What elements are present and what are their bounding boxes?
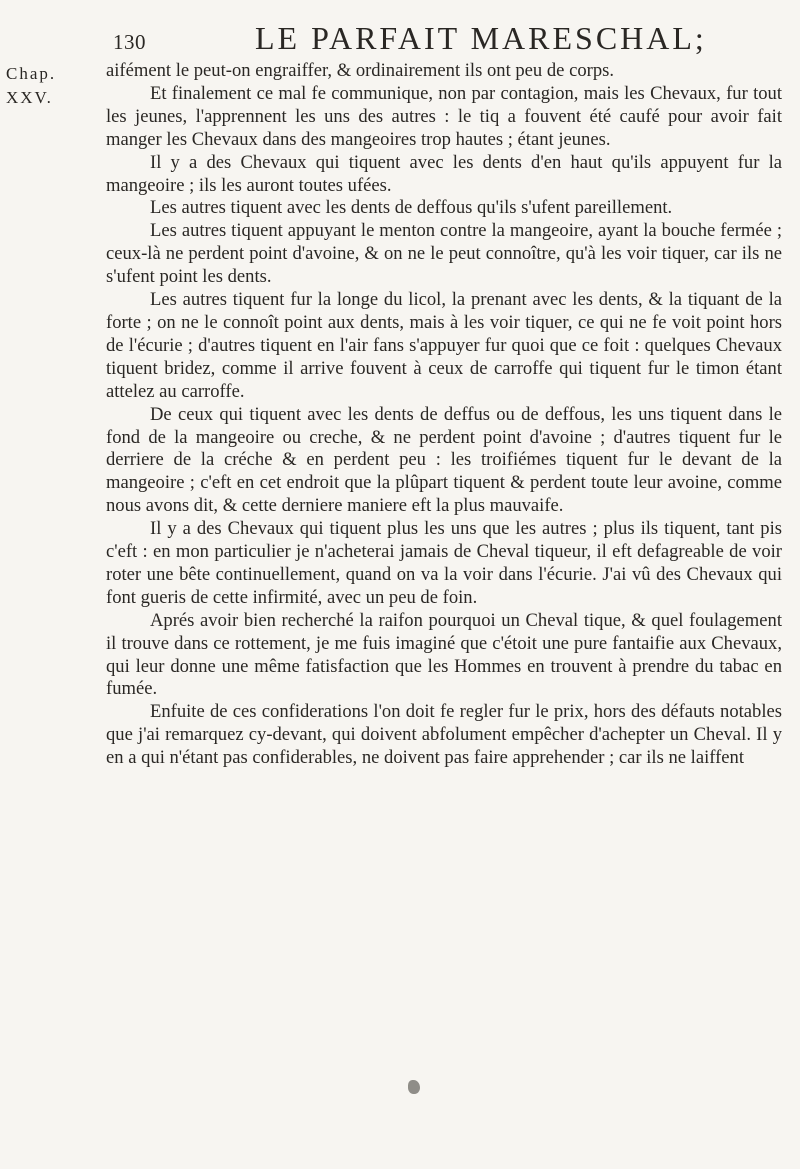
paragraph: aifément le peut-on engraiffer, & ordinairement ils ont peu de corps. [106, 60, 614, 81]
paragraph: Les autres tiquent avec les dents de deffous qu'ils s'ufent pareillement. [150, 197, 673, 219]
paragraph: Enfuite de ces confiderations l'on doit fe regler fur le prix, hors des défauts notables que j'ai remarquez cy-devant, qui doivent abfolument empêcher d'achepter un Cheval. Il y en a qui n'étant pas confiderables, ne doivent pas faire apprehender ; car ils ne laiffent [106, 701, 782, 769]
body-text [106, 60, 782, 770]
chapter-label: Chap. [6, 64, 57, 83]
running-title: LE PARFAIT MARESCHAL; [255, 20, 707, 56]
ink-blot-mark [408, 1080, 420, 1094]
paragraph: Il y a des Chevaux qui tiquent avec les dents d'en haut qu'ils appuyent fur la mangeoire ; ils les auront toutes ufées. [106, 151, 782, 196]
chapter-number: XXV. [6, 88, 53, 107]
paragraph: Les autres tiquent appuyant le menton contre la mangeoire, ayant la bouche fermée ; ceux-là ne perdent point d'avoine, & on ne le peut connoître, qu'à les voir tiquer, car ils ne s'ufent point les dents. [106, 220, 782, 288]
chapter-margin-note [6, 62, 56, 110]
paragraph: Aprés avoir bien recherché la raifon pourquoi un Cheval tique, & quel foulagement il trouve dans ce rottement, je me fuis imaginé que c'étoit une pure fantaifie aux Chevaux, qui leur donne une même fatisfaction que les Hommes en trouvent à prendre du tabac en fumée. [106, 609, 782, 700]
paragraph: Il y a des Chevaux qui tiquent plus les uns que les autres ; plus ils tiquent, tant pis c'eft : en mon particulier je n'acheterai jamais de Cheval tiqueur, il eft defagreable de voir roter une bête continuellement, quand on va la voir dans l'écurie. J'ai vû des Chevaux qui font gueris de cette infirmité, avec un peu de foin. [106, 518, 782, 608]
page-number: 130 [113, 30, 146, 54]
paragraph: Les autres tiquent fur la longe du licol, la prenant avec les dents, & la tiquant de la forte ; on ne le connoît point aux dents, mais à les voir tiquer, ce qui ne fe voit point hors de l'écurie ; d'autres tiquent en l'air fans s'appuyer fur quoi que ce foit : quelques Chevaux tiquent bridez, comme il arrive fouvent à ceux de carroffe qui tiquent fur le timon étant attelez au carroffe. [106, 289, 782, 402]
paragraph: De ceux qui tiquent avec les dents de deffus ou de deffous, les uns tiquent dans le fond de la mangeoire ou creche, & ne perdent point d'avoine ; d'autres tiquent fur le derriere de la créche & en perdent peu : les troifiémes tiquent fur le devant de la mangeoire ; c'eft en cet endroit que la plûpart tiquent & perdent toute leur avoine, comme nous avons dit, & cette derniere maniere eft la plus mauvaife. [106, 403, 782, 517]
paragraph: Et finalement ce mal fe communique, non par contagion, mais les Chevaux, fur tout les jeunes, l'apprennent les uns des autres : le tiq a fouvent été caufé pour avoir fait manger les Chevaux dans des mangeoires trop hautes ; étant jeunes. [106, 82, 782, 150]
